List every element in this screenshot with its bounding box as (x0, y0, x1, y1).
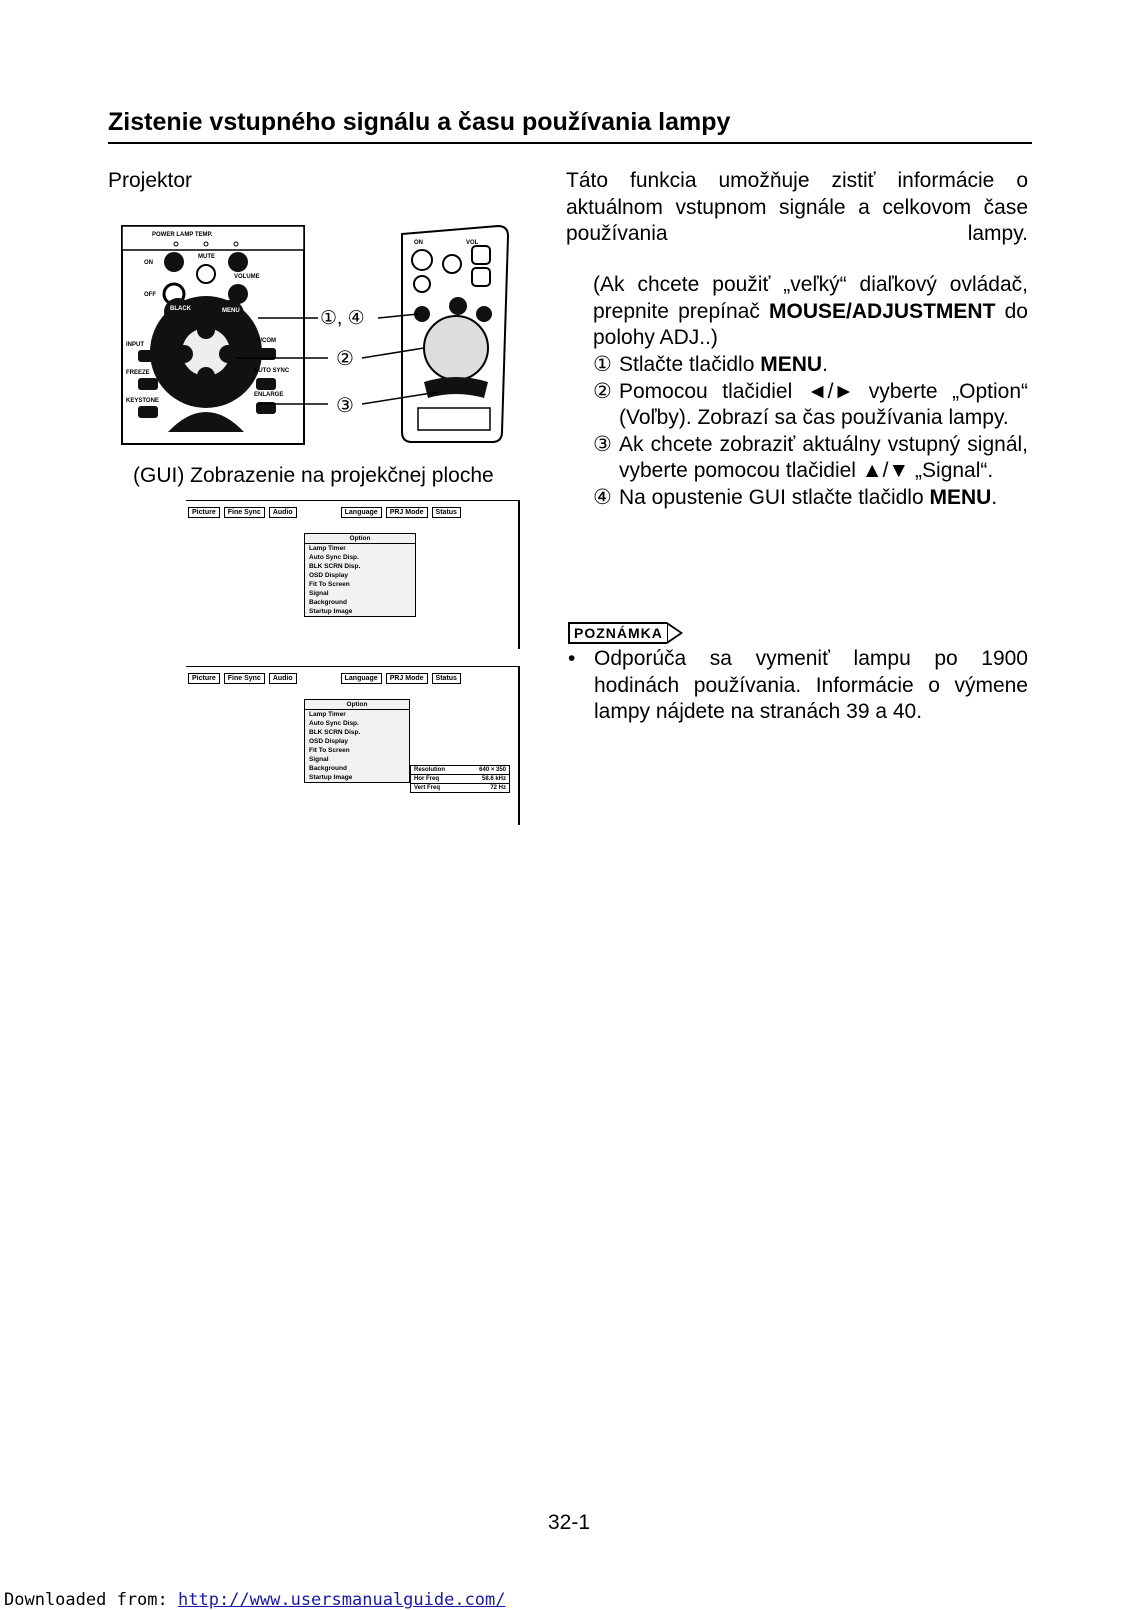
gui-caption: (GUI) Zobrazenie na projekčnej ploche (133, 464, 494, 487)
tab-picture-2: Picture (188, 673, 220, 684)
gui-screen-1 (186, 500, 520, 649)
note-text: Odporúča sa vymeniť lampu po 1900 hodinách používania. Informácie o výmene lampy nájdete na stranách 39 a 40. (594, 647, 1028, 723)
footer-prefix: Downloaded from: (4, 1590, 178, 1610)
step-2-number: ② (593, 379, 612, 403)
option-menu-2 (304, 699, 410, 783)
menu-item-fit-to-screen-2: Fit To Screen (309, 747, 350, 754)
tab-fine-sync-2: Fine Sync (224, 673, 265, 684)
tab-picture: Picture (188, 507, 220, 518)
svg-text:BLACK: BLACK (170, 306, 191, 312)
menu-item-signal: Signal (309, 590, 329, 597)
paren-text-bold: MOUSE/ADJUSTMENT (769, 299, 996, 323)
page-title: Zistenie vstupného signálu a času používania lampy (108, 108, 731, 136)
step-4-number: ④ (593, 485, 612, 509)
svg-text:VOLUME: VOLUME (234, 274, 260, 280)
step-4-text: Na opustenie GUI stlačte tlačidlo (619, 485, 924, 509)
menu-item-fit-to-screen: Fit To Screen (309, 581, 350, 588)
gui-screen-2 (186, 666, 520, 825)
title-underline (108, 142, 1032, 144)
menu-item-osd-display: OSD Display (309, 572, 349, 579)
projector-label: Projektor (108, 169, 193, 192)
svg-text:R/COM: R/COM (256, 338, 276, 344)
paren-text-a: (Ak chcete použiť „veľký“ diaľkový ovládač, prepnite prepínač (593, 273, 1028, 323)
step-4-bold: MENU (929, 485, 992, 509)
menu-item-startup-image-2: Startup Image (309, 774, 353, 781)
signal-vert-freq-value: 72 Hz (490, 785, 506, 791)
tab-fine-sync: Fine Sync (224, 507, 265, 518)
step-1-text: Stlačte tlačidlo (619, 353, 755, 376)
svg-text:AUTO SYNC: AUTO SYNC (254, 368, 290, 374)
step-1 (593, 352, 1028, 379)
svg-text:MENU: MENU (222, 308, 240, 314)
menu-item-osd-display-2: OSD Display (309, 738, 349, 745)
menu-item-lamp-timer: Lamp Timer (309, 545, 346, 552)
step-2-text: Pomocou tlačidiel ◄/► vyberte „Option“ (Voľby). Zobrazí sa čas používania lampy. (619, 379, 1028, 429)
menu-item-startup-image: Startup Image (309, 608, 353, 615)
signal-resolution-value: 640 × 350 (479, 767, 506, 773)
callout-1-4: ①, ④ (320, 308, 365, 329)
signal-hor-freq-value: 58.6 kHz (481, 776, 506, 782)
footer-link[interactable]: http://www.usersmanualguide.com/ (178, 1590, 506, 1610)
signal-hor-freq-label: Hor Freq (414, 776, 440, 782)
step-4 (593, 485, 1028, 512)
signal-vert-freq-label: Vert Freq (414, 785, 441, 791)
tab-language: Language (341, 507, 382, 518)
option-menu-title-2: Option (305, 700, 409, 710)
signal-resolution-label: Resolution (414, 767, 445, 773)
step-4-tail: . (991, 485, 998, 509)
svg-text:KEYSTONE: KEYSTONE (126, 398, 159, 404)
step-3-number: ③ (593, 432, 612, 456)
svg-text:INPUT: INPUT (126, 342, 144, 348)
menu-item-auto-sync: Auto Sync Disp. (309, 554, 359, 561)
paren-text-b: do polohy ADJ..) (593, 299, 1028, 349)
svg-text:ON: ON (414, 240, 423, 246)
tab-audio-2: Audio (269, 673, 297, 684)
menu-item-blk-scrn-2: BLK SCRN Disp. (309, 729, 361, 736)
page-number: 32-1 (548, 1511, 591, 1534)
menu-item-signal-2: Signal (309, 756, 329, 763)
svg-text:ON: ON (144, 260, 153, 266)
note-label-badge (568, 622, 667, 644)
tab-prj-mode-2: PRJ Mode (386, 673, 428, 684)
note-label: POZNÁMKA (568, 622, 667, 644)
signal-info-panel (410, 765, 510, 793)
step-3-text: Ak chcete zobraziť aktuálny vstupný signál, vyberte pomocou tlačidiel ▲/▼ „Signal“. (619, 432, 1028, 482)
note-item (568, 646, 1028, 726)
menu-item-blk-scrn: BLK SCRN Disp. (309, 563, 361, 570)
svg-text:VOL: VOL (466, 240, 479, 246)
menu-item-background: Background (309, 599, 347, 606)
menu-item-lamp-timer-2: Lamp Timer (309, 711, 346, 718)
intro-paragraph (566, 168, 1028, 248)
option-menu-title: Option (305, 534, 415, 544)
svg-text:ENLARGE: ENLARGE (254, 392, 284, 398)
projector-remote-illustration (118, 222, 518, 450)
step-1-number: ① (593, 353, 612, 376)
menu-item-background-2: Background (309, 765, 347, 772)
tab-language-2: Language (341, 673, 382, 684)
svg-text:FREEZE: FREEZE (126, 370, 150, 376)
menu-item-auto-sync-2: Auto Sync Disp. (309, 720, 359, 727)
callout-2: ② (336, 348, 354, 370)
option-menu (304, 533, 416, 617)
tab-audio: Audio (269, 507, 297, 518)
steps-list (593, 352, 1028, 511)
tab-status: Status (432, 507, 461, 518)
svg-text:OFF: OFF (144, 292, 156, 298)
svg-text:MUTE: MUTE (198, 254, 215, 260)
download-footer (4, 1590, 506, 1610)
note-bullet: • (568, 647, 576, 670)
step-3 (593, 432, 1028, 485)
intro-text: Táto funkcia umožňuje zistiť informácie o aktuálnom vstupnom signále a celkovom čase používania lampy. (566, 169, 1028, 245)
step-1-bold: MENU (760, 353, 823, 376)
step-2 (593, 379, 1028, 432)
tab-prj-mode: PRJ Mode (386, 507, 428, 518)
tab-status-2: Status (432, 673, 461, 684)
callout-3: ③ (336, 395, 354, 417)
step-1-tail: . (822, 353, 828, 376)
svg-text:POWER LAMP TEMP.: POWER LAMP TEMP. (152, 232, 213, 238)
remote-switch-note (593, 272, 1028, 352)
